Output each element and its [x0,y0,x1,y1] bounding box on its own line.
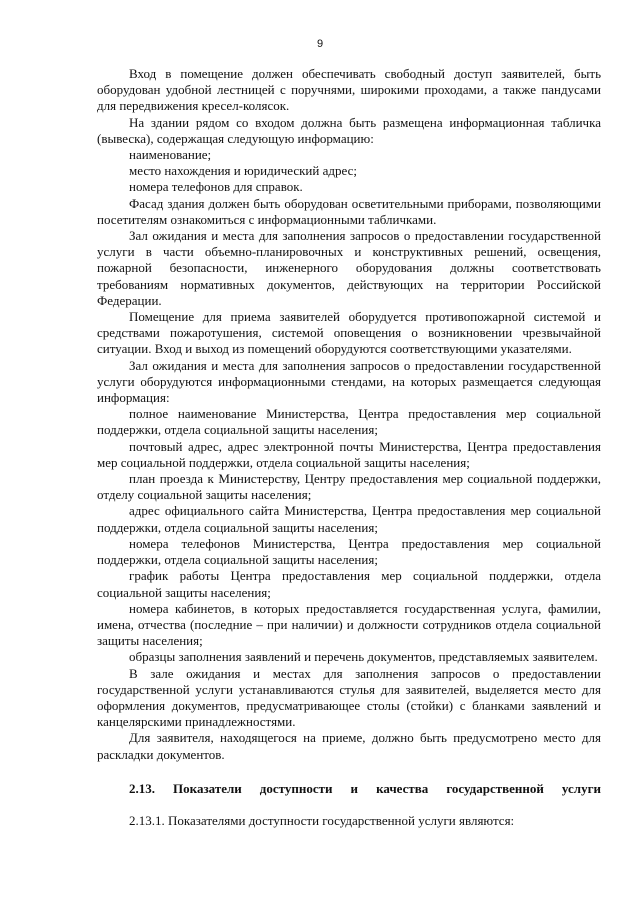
paragraph-info-stands: Зал ожидания и места для заполнения запросов о предоставлении государственной услуги оборудуются информационными стендами, на которых размещается следующая информация: [97,357,601,406]
list-item-name: наименование; [129,147,212,163]
page-number: 9 [316,38,324,50]
paragraph-facade: Фасад здания должен быть оборудован осветительными приборами, позволяющими посетителям ознакомиться с информационными табличками. [97,195,601,227]
list-item-samples: образцы заполнения заявлений и перечень документов, представляемых заявителем. [129,649,598,665]
list-item-offices: номера кабинетов, в которых предоставляется государственная услуга, фамилии, имена, отчества (последние – при наличии) и должности сотрудников отдела социальной защиты населения; [97,600,601,649]
list-item-website: адрес официального сайта Министерства, Центра предоставления мер социальной поддержки, отдела социальной защиты населения; [97,503,601,535]
document-body [97,66,601,829]
list-item-phones: номера телефонов для справок. [129,179,303,195]
list-item-schedule: график работы Центра предоставления мер социальной поддержки, отдела социальной защиты населения; [97,568,601,600]
paragraph-fire-safety: Помещение для приема заявителей оборудуется противопожарной системой и средствами пожаротушения, системой оповещения о возникновении чрезвычайной ситуации. Вход и выход из помещений оборудуются соответствующими указателями. [97,309,601,357]
section-heading: 2.13. Показатели доступности и качества государственной услуги [129,780,601,796]
list-item-full-name: полное наименование Министерства, Центра предоставления мер социальной поддержки, отдела социальной защиты населения; [97,406,601,438]
subsection-item: 2.13.1. Показателями доступности государственной услуги являются: [129,812,515,828]
list-item-address: место нахождения и юридический адрес; [129,163,357,179]
paragraph-chairs: В зале ожидания и местах для заполнения запросов о предоставлении государственной услуги устанавливаются стулья для заявителей, выделяется место для оформления документов, предусматривающее столы (стойки) с бланками заявлений и канцелярскими принадлежностями. [97,665,601,730]
paragraph-document-place: Для заявителя, находящегося на приеме, должно быть предусмотрено место для раскладки документов. [97,730,601,762]
list-item-postal-address: почтовый адрес, адрес электронной почты Министерства, Центра предоставления мер социальной поддержки, отдела социальной защиты населения; [97,438,601,470]
list-item-phone-numbers: номера телефонов Министерства, Центра предоставления мер социальной поддержки, отдела социальной защиты населения; [97,535,601,568]
paragraph-signboard: На здании рядом со входом должна быть размещена информационная табличка (вывеска), содержащая следующую информацию: [97,114,601,146]
paragraph-waiting-hall: Зал ожидания и места для заполнения запросов о предоставлении государственной услуги в части объемно-планировочных и конструктивных решений, освещения, пожарной безопасности, инженерного оборудования должны соответствовать требованиям нормативных документов, действующих на территории Российской Федерации. [97,228,601,308]
list-item-route-plan: план проезда к Министерству, Центру предоставления мер социальной поддержки, отделу социальной защиты населения; [97,471,601,503]
paragraph-entrance: Вход в помещение должен обеспечивать свободный доступ заявителей, быть оборудован удобной лестницей с поручнями, широкими проходами, а также пандусами для передвижения кресел-колясок. [97,66,601,114]
